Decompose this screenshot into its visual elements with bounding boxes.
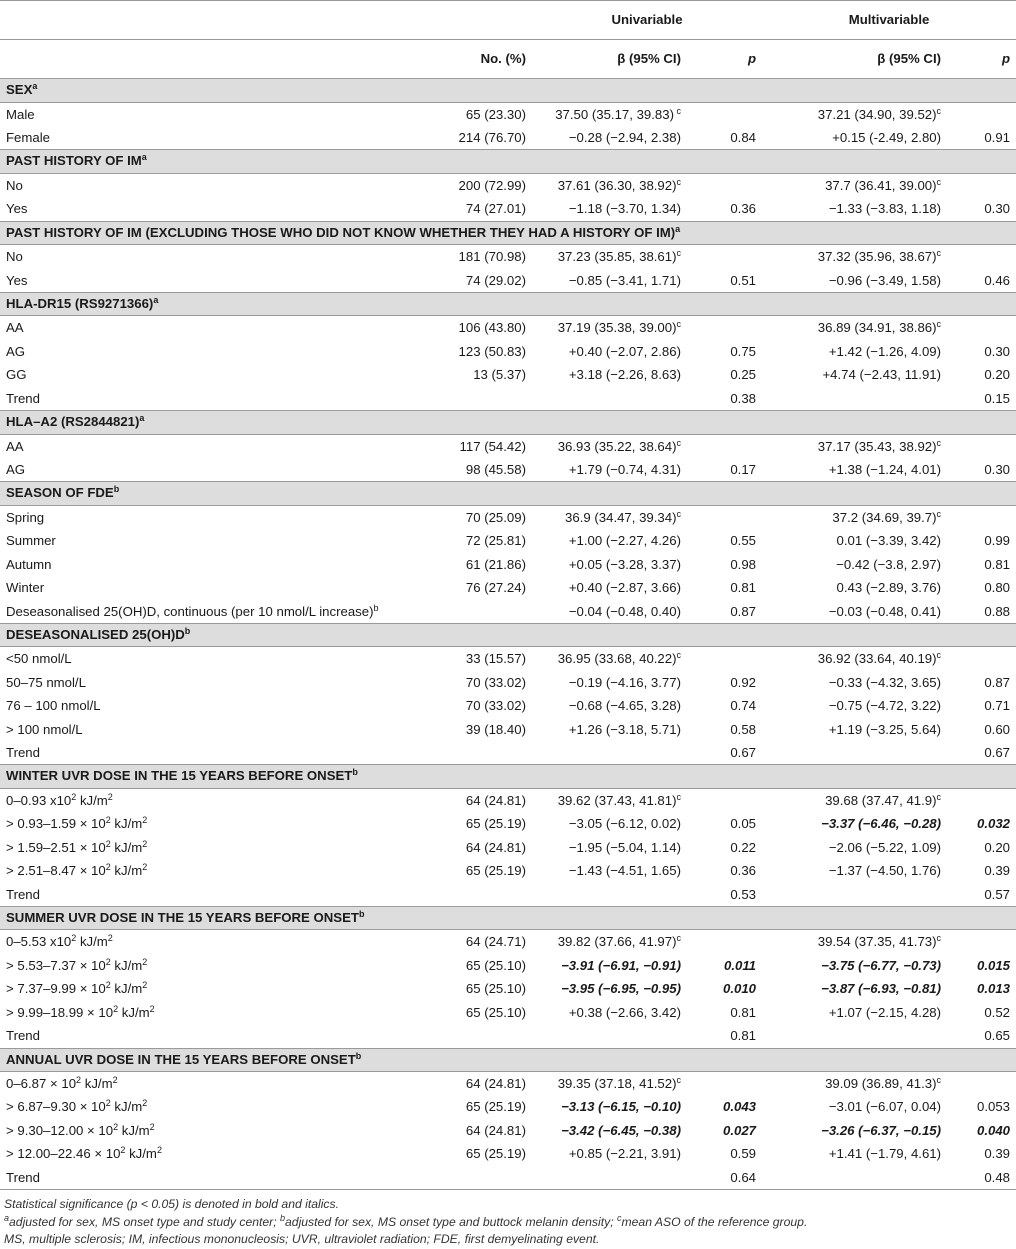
table-row [0, 694, 1016, 717]
multivariable-p [947, 102, 1016, 126]
footnote-abbreviations: MS, multiple sclerosis; IM, infectious mononucleosis; UVR, ultraviolet radiation; FDE, first demyelinating event. [4, 1232, 600, 1247]
section-title: PAST HISTORY OF $IM^a$ [0, 150, 1016, 174]
row-label: No [6, 177, 23, 193]
univariable-p: 0.38 [730, 390, 757, 406]
univariable-p: 0.75 [730, 343, 757, 359]
count-percent: 70 (25.09) [465, 509, 526, 525]
univariable-p: 0.55 [730, 533, 757, 549]
row-label: AA [6, 438, 24, 454]
univariable-beta: −3.42 (−6.45, −0.38) [561, 1122, 681, 1138]
table-row [0, 1119, 1016, 1142]
multivariable-p [947, 647, 1016, 671]
col-beta-multi-header: β (95% CI) [762, 40, 947, 79]
count-percent [392, 1166, 532, 1190]
univariable-beta: −0.28 (−2.94, 2.38) [568, 129, 681, 145]
univariable-p [687, 930, 762, 954]
table-row [0, 812, 1016, 835]
table-row [0, 245, 1016, 269]
section-header-row [0, 292, 1016, 316]
count-percent: 200 (72.99) [458, 177, 526, 193]
univariable-p [687, 647, 762, 671]
count-percent: 65 (23.30) [465, 106, 526, 122]
univariable-beta: 37.50 (35.17, 39.83) $^c$ [555, 105, 681, 122]
univariable-beta: 36.95 (33.68, 40.22)$^c$ [557, 650, 681, 667]
univariable-beta: −0.68 (−4.65, 3.28) [568, 698, 681, 714]
multivariable-beta: 0.01 (−3.39, 3.42) [836, 533, 942, 549]
multivariable-p: 0.67 [984, 745, 1011, 761]
table-row [0, 529, 1016, 552]
multivariable-beta [762, 387, 947, 411]
univariable-beta: +0.85 (−2.21, 3.91) [568, 1146, 681, 1162]
multivariable-p: 0.39 [984, 1146, 1011, 1162]
row-label: Summer [6, 533, 56, 549]
section-title: SEASON OF FDE$^b$ [0, 482, 1016, 506]
multivariable-p: 0.053 [977, 1099, 1011, 1115]
table-row [0, 788, 1016, 812]
multivariable-p: 0.015 [977, 957, 1011, 973]
univariable-p: 0.84 [730, 129, 757, 145]
multivariable-beta: −3.75 (−6.77, −0.73) [821, 957, 942, 973]
multivariable-p: 0.48 [947, 1166, 1016, 1190]
col-p-multi-header: p [947, 40, 1016, 79]
univariable-beta [532, 741, 687, 765]
table-row [0, 883, 1016, 907]
univariable-p [687, 434, 762, 458]
univariable-beta: 39.82 (37.66, 41.97)$^c$ [557, 933, 681, 950]
row-label: Trend [6, 1028, 40, 1044]
univariable-beta: −3.95 (−6.95, −0.95) [561, 981, 681, 997]
row-label: > $2.51-8.47 \times 10^2$ $kJ/m^2$ [6, 862, 148, 879]
table-row [0, 859, 1016, 882]
univariable-p: 0.17 [730, 461, 757, 477]
multivariable-beta: +1.07 (−2.15, 4.28) [828, 1004, 942, 1020]
row-label: AA [6, 320, 24, 336]
row-label: $0-6.87 \times 10^2$ $kJ/m^2$ [6, 1075, 118, 1091]
table-row [0, 126, 1016, 150]
count-percent: 74 (27.01) [465, 201, 526, 217]
multivariable-beta: 37.21 (34.90, 39.52)$^c$ [817, 105, 942, 122]
col-no-header: No. (%) [392, 40, 532, 79]
multivariable-beta: −0.75 (−4.72, 3.22) [828, 698, 942, 714]
univariable-p [687, 505, 762, 529]
univariable-beta: −1.18 (−3.70, 1.34) [568, 201, 681, 217]
univariable-beta: 37.19 (35.38, 39.00)$^c$ [557, 319, 681, 336]
multivariable-p [947, 505, 1016, 529]
univariable-p: 0.36 [730, 201, 757, 217]
count-percent: 13 (5.37) [473, 367, 526, 383]
section-header-row [0, 221, 1016, 245]
row-label: AG [6, 343, 26, 359]
table-row [0, 930, 1016, 954]
row-label: Autumn [6, 556, 52, 572]
section-header-row [0, 411, 1016, 435]
multivariable-p: 0.88 [984, 603, 1011, 619]
row-label: 76 – 100 nmol/L [6, 698, 101, 714]
table-row [0, 458, 1016, 482]
univariable-beta: +0.05 (−3.28, 3.37) [568, 556, 681, 572]
univariable-p: 0.64 [687, 1166, 762, 1190]
section-title: HLA-DR15 $(RS9271366)^a$ [0, 292, 1016, 316]
row-label: <50 nmol/L [6, 651, 72, 667]
univariable-p: 0.027 [723, 1122, 757, 1138]
univariable-p [687, 245, 762, 269]
row-label: Deseasonalised 25(OH)D, continuous (per 10 nmol/L increase)$^b$ [6, 602, 379, 619]
count-percent: 65 (25.19) [465, 816, 526, 832]
multivariable-p: 0.71 [984, 698, 1011, 714]
multivariable-beta: +1.41 (−1.79, 4.61) [828, 1146, 942, 1162]
univariable-p: 0.81 [730, 580, 757, 596]
multivariable-beta [762, 883, 947, 907]
multivariable-p [947, 788, 1016, 812]
table-row [0, 197, 1016, 221]
count-percent: 65 (25.19) [465, 1146, 526, 1162]
multivariable-beta: −3.37 (−6.46, −0.28) [821, 816, 942, 832]
table-row [0, 1001, 1016, 1024]
multivariable-p: 0.20 [984, 839, 1011, 855]
count-percent: 214 (76.70) [458, 129, 526, 145]
multivariable-beta: +0.15 (-2.49, 2.80) [832, 129, 942, 145]
count-percent: 65 (25.10) [465, 1004, 526, 1020]
univariable-beta: −1.43 (−4.51, 1.65) [568, 863, 681, 879]
multivariable-p: 0.60 [984, 721, 1011, 737]
univariable-beta: 37.61 (36.30, 38.92)$^c$ [557, 176, 681, 193]
header-row-columns [0, 40, 1016, 79]
multivariable-beta: −0.03 (−0.48, 0.41) [828, 603, 942, 619]
multivariable-beta: −3.01 (−6.07, 0.04) [828, 1099, 942, 1115]
col-beta-uni-header: β (95% CI) [532, 40, 687, 79]
univariable-p: 0.74 [730, 698, 757, 714]
count-percent: 117 (54.42) [459, 438, 526, 454]
count-percent [392, 883, 532, 907]
table-row [0, 836, 1016, 859]
table-row [0, 434, 1016, 458]
univariable-beta: 39.35 (37.18, 41.52)$^c$ [557, 1075, 681, 1091]
univariable-beta: −1.95 (−5.04, 1.14) [568, 839, 681, 855]
count-percent: 98 (45.58) [465, 461, 526, 477]
count-percent: 74 (29.02) [465, 272, 526, 288]
count-percent [392, 1024, 532, 1048]
multivariable-beta: −3.26 (−6.37, −0.15) [821, 1122, 942, 1138]
univariable-beta: 37.23 (35.85, 38.61)$^c$ [557, 248, 681, 265]
table-row [0, 340, 1016, 363]
multivariable-beta: +1.38 (−1.24, 4.01) [828, 461, 942, 477]
univariable-p [687, 788, 762, 812]
univariable-p: 0.59 [730, 1146, 757, 1162]
section-title: DESEASONALISED $25(OH)D^b$ [0, 623, 1016, 647]
table-row [0, 102, 1016, 126]
table-row [0, 1072, 1016, 1096]
count-percent: 64 (24.81) [465, 1076, 526, 1091]
univariable-p [687, 1072, 762, 1096]
section-title: PAST HISTORY OF IM (EXCLUDING THOSE WHO DID NOT KNOW WHETHER THEY HAD A HISTORY OF IM)$^a$ [0, 221, 1016, 245]
table-row [0, 1095, 1016, 1118]
multivariable-beta: 36.89 (34.91, 38.86)$^c$ [817, 319, 942, 336]
univariable-p: 0.53 [730, 886, 757, 902]
multivariable-p [947, 245, 1016, 269]
multivariable-p: 0.15 [984, 390, 1011, 406]
multivariable-p: 0.39 [984, 863, 1011, 879]
multivariable-p [947, 173, 1016, 197]
univariable-p: 0.67 [730, 745, 757, 761]
multivariable-beta: −0.96 (−3.49, 1.58) [828, 272, 942, 288]
multivariable-beta: −0.33 (−4.32, 3.65) [828, 674, 942, 690]
row-label: > $5.53-7.37 \times 10^2$ $kJ/m^2$ [6, 956, 148, 973]
row-label: Yes [6, 272, 28, 288]
multivariable-p: 0.20 [984, 367, 1011, 383]
multivariable-p: 0.30 [984, 201, 1011, 217]
multivariable-p: 0.040 [977, 1122, 1011, 1138]
multivariable-beta: +1.42 (−1.26, 4.09) [828, 343, 942, 359]
univariable-beta: −0.19 (−4.16, 3.77) [568, 674, 681, 690]
univariable-p: 0.81 [730, 1004, 757, 1020]
univariable-beta: −0.85 (−3.41, 1.71) [568, 272, 681, 288]
count-percent: 70 (33.02) [465, 698, 526, 714]
univariable-p: 0.87 [730, 603, 757, 619]
multivariable-beta [762, 1166, 947, 1190]
section-header-row [0, 482, 1016, 506]
count-percent: 64 (24.71) [465, 934, 526, 950]
univariable-p [687, 316, 762, 340]
count-percent: 65 (25.19) [465, 863, 526, 879]
univariable-header: Univariable [532, 1, 762, 40]
count-percent: 39 (18.40) [465, 721, 526, 737]
univariable-beta [532, 1166, 687, 1190]
table-row [0, 173, 1016, 197]
multivariable-p [947, 1072, 1016, 1096]
multivariable-p: 0.91 [984, 129, 1011, 145]
table-row [0, 1166, 1016, 1190]
multivariable-p [947, 316, 1016, 340]
section-header-row [0, 623, 1016, 647]
row-label: 0–5.53 $x10^2$ $kJ/m^2$ [6, 933, 113, 950]
univariable-beta: +0.40 (−2.87, 3.66) [568, 580, 681, 596]
multivariable-beta: 37.7 (36.41, 39.00)$^c$ [825, 176, 942, 193]
multivariable-beta: 37.2 (34.69, 39.7)$^c$ [832, 508, 942, 525]
multivariable-beta: 39.09 (36.89, 41.3)$^c$ [825, 1075, 942, 1091]
table-row [0, 269, 1016, 293]
section-title: HLA–A2 $(RS2844821)^a$ [0, 411, 1016, 435]
univariable-beta: +3.18 (−2.26, 8.63) [568, 367, 681, 383]
count-percent: 61 (21.86) [465, 556, 526, 572]
multivariable-p: 0.46 [984, 272, 1011, 288]
univariable-p: 0.043 [723, 1099, 757, 1115]
row-label: Male [6, 106, 35, 122]
section-header-row [0, 150, 1016, 174]
count-percent: 65 (25.10) [465, 957, 526, 973]
multivariable-beta: −2.06 (−5.22, 1.09) [828, 839, 942, 855]
univariable-beta: −3.91 (−6.91, −0.91) [561, 957, 681, 973]
section-title: SEX$^a$ [0, 79, 1016, 103]
section-header-row [0, 906, 1016, 930]
multivariable-p: 0.032 [977, 816, 1011, 832]
count-percent [392, 387, 532, 411]
footnote-significance: Statistical significance (p < 0.05) is denoted in bold and italics. [4, 1197, 340, 1212]
multivariable-p: 0.30 [984, 343, 1011, 359]
table-row [0, 741, 1016, 765]
univariable-beta: −3.05 (−6.12, 0.02) [568, 816, 681, 832]
table-row [0, 1024, 1016, 1048]
univariable-p: 0.92 [730, 674, 757, 690]
count-percent: 181 (70.98) [458, 249, 526, 265]
multivariable-beta: 36.92 (33.64, 40.19)$^c$ [817, 650, 942, 667]
count-percent: 64 (24.81) [465, 839, 526, 855]
table-row [0, 505, 1016, 529]
count-percent: 72 (25.81) [465, 533, 526, 549]
multivariable-p: 0.80 [984, 580, 1011, 596]
multivariable-beta: +4.74 (−2.43, 11.91) [822, 367, 942, 383]
univariable-beta: −0.04 (−0.48, 0.40) [568, 603, 681, 619]
univariable-p: 0.36 [730, 863, 757, 879]
multivariable-beta: −3.87 (−6.93, −0.81) [821, 981, 942, 997]
univariable-p [687, 173, 762, 197]
count-percent: 123 (50.83) [458, 343, 526, 359]
univariable-p: 0.22 [730, 839, 757, 855]
count-percent: 65 (25.10) [465, 981, 526, 997]
row-label: > $1.59-2.51 \times 10^2$ $kJ/m^2$ [6, 838, 148, 855]
univariable-p: 0.58 [730, 721, 757, 737]
row-label: Trend [0, 1166, 392, 1190]
section-header-row [0, 1048, 1016, 1072]
multivariable-beta: −1.37 (−4.50, 1.76) [828, 863, 942, 879]
univariable-beta [532, 387, 687, 411]
row-label: Trend [6, 745, 40, 761]
table-row [0, 553, 1016, 576]
row-label: AG [6, 461, 26, 477]
multivariable-p: 0.30 [984, 461, 1011, 477]
univariable-p: 0.011 [723, 957, 757, 973]
univariable-p: 0.25 [730, 367, 757, 383]
table-row [0, 316, 1016, 340]
row-label: > 100 nmol/L [6, 721, 83, 737]
univariable-p: 0.81 [730, 1028, 757, 1044]
table-row [0, 576, 1016, 599]
univariable-beta: +0.38 (−2.66, 3.42) [568, 1004, 681, 1020]
section-title: WINTER UVR DOSE IN THE 15 YEARS BEFORE ONSET$^b$ [0, 765, 1016, 789]
row-label: Spring [6, 509, 45, 525]
multivariable-beta [762, 741, 947, 765]
univariable-beta: +1.79 (−0.74, 4.31) [568, 461, 681, 477]
multivariable-beta: +1.19 (−3.25, 5.64) [828, 721, 942, 737]
section-title: ANNUAL UVR DOSE IN THE 15 YEARS BEFORE ONSET$^b$ [0, 1048, 1016, 1072]
table-row [0, 977, 1016, 1000]
row-label: > $12.00-22.46 \times 10^2$ $kJ/m^2$ [6, 1145, 162, 1162]
table-body [0, 1, 1016, 1190]
univariable-beta: −3.13 (−6.15, −0.10) [561, 1099, 681, 1115]
multivariable-p: 0.52 [984, 1004, 1011, 1020]
multivariable-beta: 39.54 (37.35, 41.73)$^c$ [817, 933, 942, 950]
section-header-row [0, 765, 1016, 789]
multivariable-header: Multivariable [762, 1, 1016, 40]
univariable-p: 0.51 [730, 272, 757, 288]
count-percent: 64 (24.81) [465, 792, 526, 808]
multivariable-beta: −0.42 (−3.8, 2.97) [836, 556, 942, 572]
univariable-p: 0.98 [730, 556, 757, 572]
count-percent: 106 (43.80) [458, 320, 526, 336]
section-header-row [0, 79, 1016, 103]
row-label: Winter [6, 580, 45, 596]
col-p-uni-header: p [687, 40, 762, 79]
row-label: > $7.37-9.99 \times 10^2$ $kJ/m^2$ [6, 980, 148, 997]
multivariable-p: 0.87 [984, 674, 1011, 690]
count-percent: 64 (24.81) [465, 1122, 526, 1138]
row-label: GG [6, 367, 27, 383]
row-label: Female [6, 129, 50, 145]
univariable-beta: +0.40 (−2.07, 2.86) [568, 343, 681, 359]
univariable-beta: +1.00 (−2.27, 4.26) [568, 533, 681, 549]
row-label: Yes [6, 201, 28, 217]
row-label: Trend [6, 886, 40, 902]
count-percent: 70 (33.02) [465, 674, 526, 690]
multivariable-beta: −1.33 (−3.83, 1.18) [828, 201, 942, 217]
count-percent: 65 (25.19) [465, 1099, 526, 1115]
multivariable-beta: 37.17 (35.43, 38.92)$^c$ [817, 437, 942, 454]
section-title: SUMMER UVR DOSE IN THE 15 YEARS BEFORE ONSET$^b$ [0, 906, 1016, 930]
univariable-beta [532, 1024, 687, 1048]
multivariable-p: 0.65 [984, 1028, 1011, 1044]
multivariable-beta: 39.68 (37.47, 41.9)$^c$ [825, 791, 942, 808]
multivariable-p: 0.99 [984, 533, 1011, 549]
count-percent: 33 (15.57) [465, 651, 526, 667]
table-row [0, 647, 1016, 671]
table-row [0, 600, 1016, 624]
multivariable-beta: 37.32 (35.96, 38.67)$^c$ [817, 248, 942, 265]
count-percent [392, 600, 532, 624]
multivariable-p: 0.013 [977, 981, 1011, 997]
table-row [0, 954, 1016, 977]
table-row [0, 718, 1016, 741]
univariable-beta [532, 883, 687, 907]
row-label: > $9.30-12.00 \times 10^2$ $kJ/m^2$ [6, 1121, 155, 1138]
row-label: Trend [6, 390, 40, 406]
multivariable-p: 0.57 [984, 886, 1011, 902]
table-row [0, 671, 1016, 694]
count-percent: 76 (27.24) [465, 580, 526, 596]
multivariable-beta: 0.43 (−2.89, 3.76) [836, 580, 942, 596]
multivariable-p [947, 434, 1016, 458]
header-row-groups [0, 1, 1016, 40]
table-row [0, 363, 1016, 386]
univariable-beta: 36.9 (34.47, 39.34)$^c$ [565, 508, 681, 525]
row-label: No [6, 249, 23, 265]
row-label: > $0.93-1.59 \times 10^2$ $kJ/m^2$ [6, 815, 148, 832]
multivariable-p [947, 930, 1016, 954]
row-label: > $6.87-9.30 \times 10^2$ $kJ/m^2$ [6, 1098, 148, 1115]
row-label: 50–75 nmol/L [6, 674, 86, 690]
univariable-p: 0.05 [730, 816, 757, 832]
table-row [0, 387, 1016, 411]
table-row [0, 1142, 1016, 1165]
multivariable-p: 0.81 [984, 556, 1011, 572]
table-footnotes [0, 1190, 1016, 1249]
univariable-p: 0.010 [723, 981, 757, 997]
footnote-adjustments: $^a$adjusted for sex, MS onset type and study center; $^b$adjusted for sex, MS onset type and buttock melanin density; $^c$mean ASO of the reference group. [4, 1212, 808, 1229]
univariable-beta: 36.93 (35.22, 38.64)$^c$ [557, 437, 681, 454]
univariable-p [687, 102, 762, 126]
univariable-beta: +1.26 (−3.18, 5.71) [568, 721, 681, 737]
count-percent [392, 741, 532, 765]
row-label: 0–0.93 $x10^2$ $kJ/m^2$ [6, 791, 113, 808]
multivariable-beta [762, 1024, 947, 1048]
univariable-beta: 39.62 (37.43, 41.81)$^c$ [557, 791, 681, 808]
row-label: > $9.99-18.99 \times 10^2$ $kJ/m^2$ [6, 1003, 155, 1020]
